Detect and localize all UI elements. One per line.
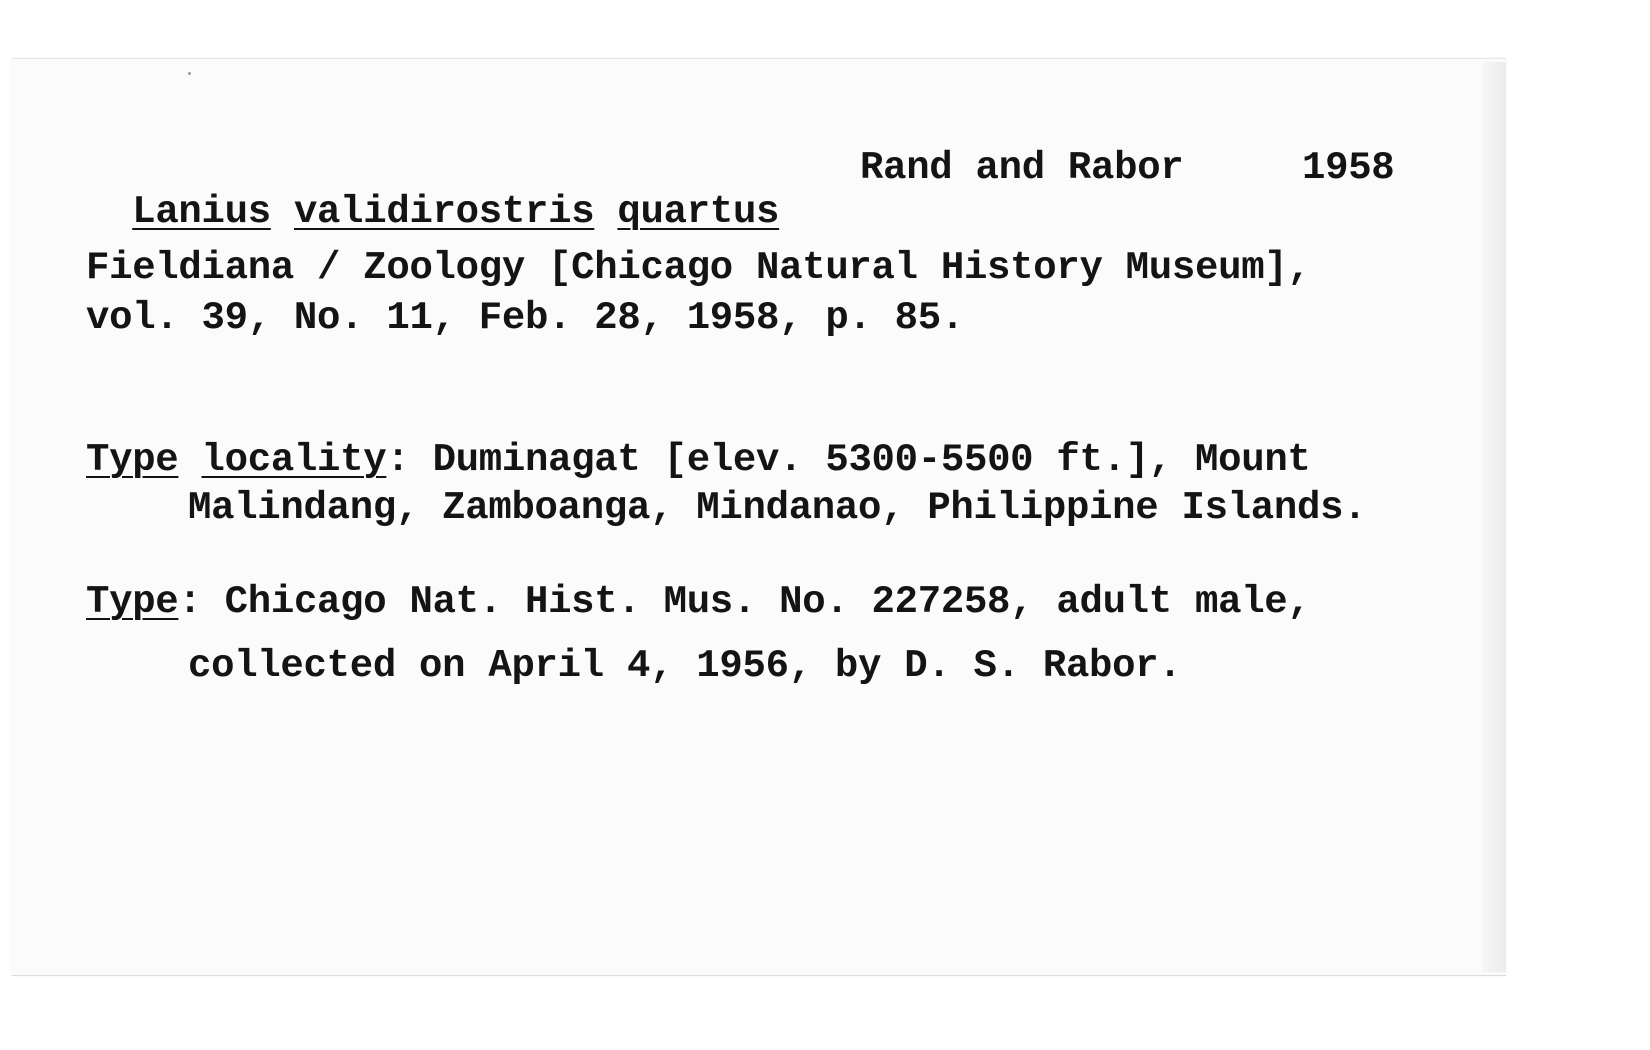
subspecies-name: quartus <box>617 190 780 234</box>
type-locality-line-1 <box>86 438 1311 482</box>
type-label: Type <box>86 580 179 624</box>
type-locality-line-2: Malindang, Zamboanga, Mindanao, Philippine Islands. <box>188 486 1367 530</box>
citation-line-2: vol. 39, No. 11, Feb. 28, 1958, p. 85. <box>86 296 964 340</box>
card-header-line <box>86 146 779 234</box>
type-locality-label-word-1: Type <box>86 438 179 482</box>
type-locality-text: : Duminagat [elev. 5300-5500 ft.], Mount <box>386 438 1311 482</box>
species-name: validirostris <box>293 190 595 234</box>
speck <box>188 72 191 75</box>
genus-name: Lanius <box>132 190 271 234</box>
type-locality-label-word-2: locality <box>201 438 387 482</box>
card-shadow-edge <box>1482 62 1506 972</box>
authors: Rand and Rabor <box>860 146 1184 190</box>
citation-line-1: Fieldiana / Zoology [Chicago Natural History Museum], <box>86 246 1311 290</box>
type-line-1 <box>86 580 1311 624</box>
type-text: : Chicago Nat. Hist. Mus. No. 227258, adult male, <box>178 580 1311 624</box>
type-line-2: collected on April 4, 1956, by D. S. Rabor. <box>188 644 1182 688</box>
year: 1958 <box>1302 146 1395 190</box>
